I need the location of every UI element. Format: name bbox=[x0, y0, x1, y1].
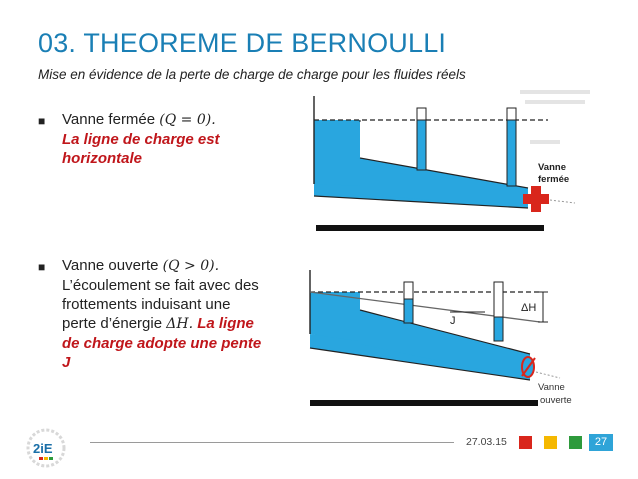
bullet1-math: (𝑄 = 0). bbox=[159, 112, 216, 128]
valve-label-open-1: Vanne bbox=[538, 382, 565, 393]
delta-h-label: ΔH bbox=[521, 302, 537, 314]
footer-date: 27.03.15 bbox=[466, 436, 507, 448]
bullet2-text: Vanne ouverte bbox=[62, 257, 163, 274]
valve-label-closed-2: fermée bbox=[538, 174, 570, 185]
diagram-open-valve bbox=[300, 262, 610, 412]
valve-label-closed-1: Vanne bbox=[538, 162, 566, 173]
bullet1-emphasis: La ligne de charge est horizontale bbox=[62, 131, 220, 167]
bullet-closed-valve bbox=[38, 110, 278, 170]
slope-j-label: J bbox=[450, 315, 456, 327]
diagram-closed-valve bbox=[300, 88, 610, 238]
bullet2-body: L’écoulement se fait avec des frottements induisant une perte d’énergie bbox=[62, 277, 259, 332]
footer-red-square bbox=[519, 436, 532, 449]
bullet-square-icon: ■ bbox=[38, 260, 46, 274]
slide-title: 03. THEOREME DE BERNOULLI bbox=[38, 28, 447, 58]
open-valve-icon bbox=[522, 357, 535, 377]
logo-2ie-icon bbox=[26, 428, 66, 468]
footer-green-square bbox=[569, 436, 582, 449]
valve-label-open-2: ouverte bbox=[540, 395, 572, 406]
ground-bar bbox=[316, 225, 544, 231]
slide-subtitle: Mise en évidence de la perte de charge de charge pour les fluides réels bbox=[38, 67, 466, 82]
bullet2-math: (𝑄 > 0). bbox=[162, 258, 220, 274]
footer-divider bbox=[90, 442, 454, 443]
bullet1-text: Vanne fermée bbox=[62, 111, 160, 128]
page-number: 27 bbox=[589, 434, 613, 451]
bullet2-body-math: Δ𝐻. bbox=[166, 316, 194, 332]
bullet-square-icon: ■ bbox=[38, 114, 46, 128]
ground-bar bbox=[310, 400, 538, 406]
footer-yellow-square bbox=[544, 436, 557, 449]
bullet2-emphasis: La ligne de charge adopte une pente J bbox=[62, 315, 262, 371]
bullet-open-valve bbox=[38, 256, 278, 396]
logo-text: 2iE bbox=[33, 441, 53, 456]
